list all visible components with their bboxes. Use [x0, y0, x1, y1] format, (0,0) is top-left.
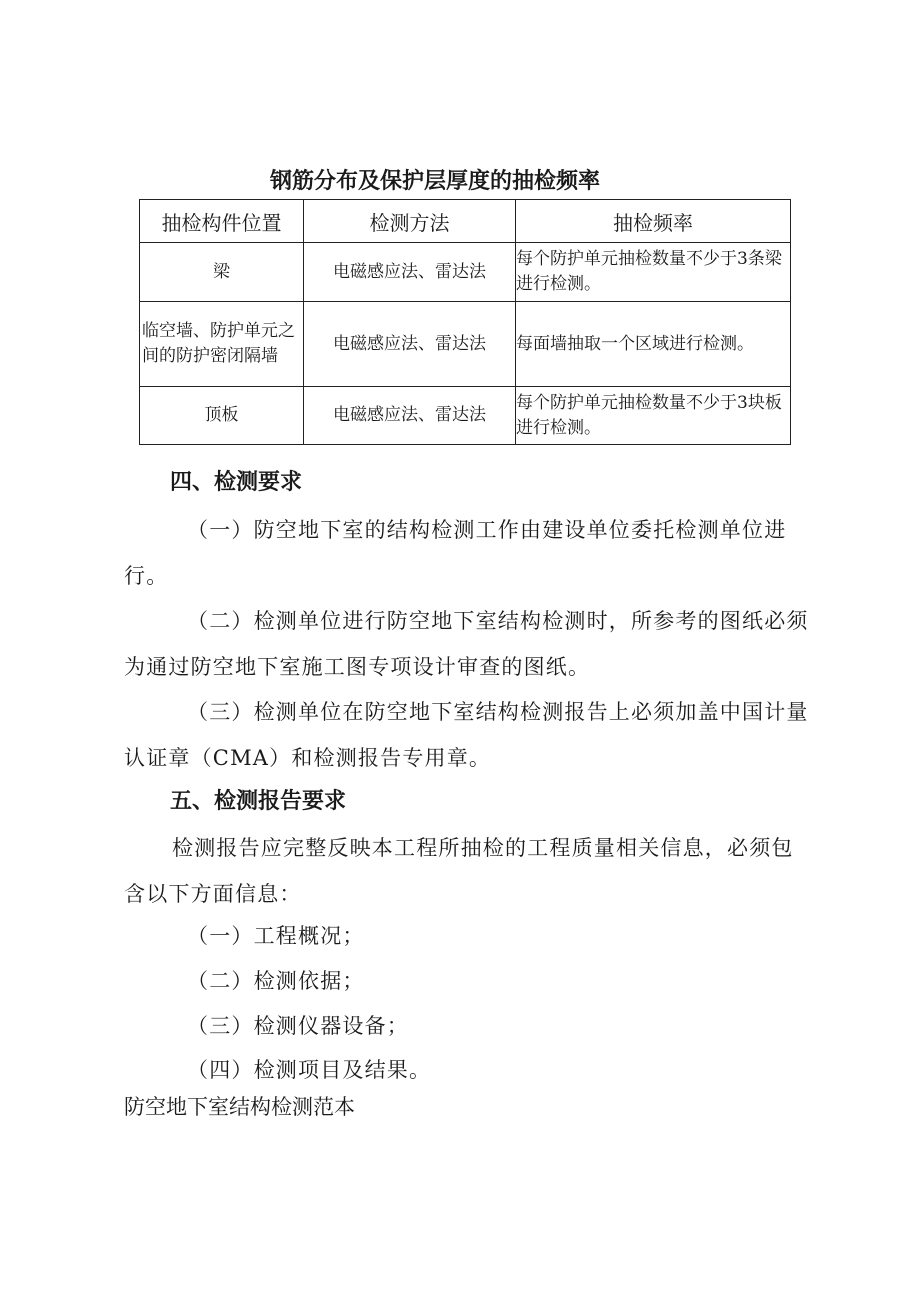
table-row [140, 302, 791, 387]
section5-item: （一）工程概况； [187, 924, 365, 948]
table-row [140, 387, 791, 445]
header-frequency: 抽检频率 [516, 200, 791, 243]
cell-method: 电磁感应法、雷达法 [304, 302, 516, 387]
section5-item: （二）检测依据； [187, 969, 365, 993]
cell-position: 顶板 [140, 387, 304, 445]
cell-frequency: 每个防护单元抽检数量不少于3块板进行检测。 [516, 387, 791, 445]
section4-paragraph: （一）防空地下室的结构检测工作由建设单位委托检测单位进行。 [124, 518, 787, 588]
table-row [140, 243, 791, 302]
table-header-row [140, 200, 791, 243]
section5-heading: 五、检测报告要求 [170, 789, 347, 814]
cell-frequency: 每个防护单元抽检数量不少于3条梁进行检测。 [516, 243, 791, 302]
cell-position: 梁 [140, 243, 304, 302]
cell-method: 电磁感应法、雷达法 [304, 387, 516, 445]
section5-item: （四）检测项目及结果。 [187, 1058, 432, 1082]
table-title: 钢筋分布及保护层厚度的抽检频率 [269, 169, 600, 194]
sampling-frequency-table [139, 199, 791, 445]
section4-heading: 四、检测要求 [170, 470, 303, 495]
document-footer: 防空地下室结构检测范本 [124, 1095, 355, 1119]
section4-paragraph: （二）检测单位进行防空地下室结构检测时，所参考的图纸必须为通过防空地下室施工图专项设计审查的图纸。 [124, 609, 809, 679]
section5-intro: 检测报告应完整反映本工程所抽检的工程质量相关信息，必须包含以下方面信息： [124, 836, 794, 906]
header-position: 抽检构件位置 [140, 200, 304, 243]
header-method: 检测方法 [304, 200, 516, 243]
section4-paragraph: （三）检测单位在防空地下室结构检测报告上必须加盖中国计量认证章（CMA）和检测报告专用章。 [124, 700, 809, 770]
cell-method: 电磁感应法、雷达法 [304, 243, 516, 302]
cell-position: 临空墙、防护单元之间的防护密闭隔墙 [140, 302, 304, 387]
section5-item: （三）检测仪器设备； [187, 1014, 409, 1038]
cell-frequency: 每面墙抽取一个区域进行检测。 [516, 302, 791, 387]
